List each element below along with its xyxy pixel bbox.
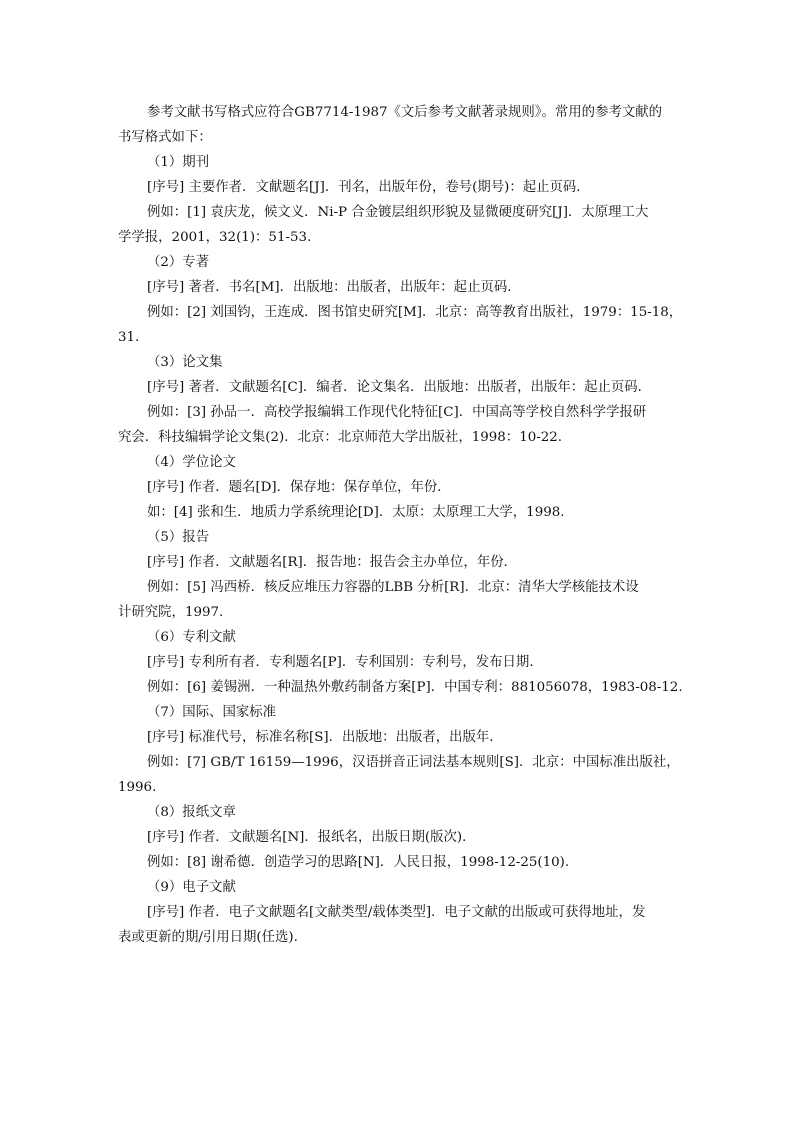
example-line-report-continued: 计研究院，1997. [118,605,224,620]
section-heading-proceedings: （3）论文集 [147,355,223,370]
example-line-standard: 例如：[7] GB/T 16159—1996，汉语拼音正词法基本规则[S]．北京：中国标准出版社， [147,755,680,770]
format-line-electronic: [序号] 作者．电子文献题名[文献类型/载体类型]．电子文献的出版或可获得地址，发 [147,905,646,920]
format-line-standard: [序号] 标准代号，标准名称[S]．出版地：出版者，出版年． [147,730,503,745]
document-body [118,100,683,950]
intro-text: 参考文献书写格式应符合GB7714-1987《文后参考文献著录规则》。常用的参考文献的 [147,105,663,120]
format-line-report: [序号] 作者．文献题名[R]．报告地：报告会主办单位，年份． [147,555,517,570]
example-line-journal: 例如：[1] 袁庆龙，候文义．Ni-P 合金镀层组织形貌及显微硬度研究[J]．太原理工大 [147,205,649,220]
example-line-monograph: 例如：[2] 刘国钧，王连成．图书馆史研究[M]．北京：高等教育出版社，1979：15-18， [147,305,683,320]
section-heading-electronic: （9）电子文献 [147,880,236,895]
format-line-patent: [序号] 专利所有者．专利题名[P]．专利国别：专利号，发布日期． [147,655,543,670]
example-line-thesis: 如：[4] 张和生．地质力学系统理论[D]．太原：太原理工大学，1998. [147,505,565,520]
example-line-report: 例如：[5] 冯西桥．核反应堆压力容器的LBB 分析[R]．北京：清华大学核能技术设 [147,580,639,595]
section-heading-standard: （7）国际、国家标准 [147,705,277,720]
section-heading-report: （5）报告 [147,530,210,545]
example-line-monograph-continued: 31. [118,330,140,345]
example-line-standard-continued: 1996. [118,780,157,795]
section-heading-newspaper: （8）报纸文章 [147,805,236,820]
example-line-newspaper: 例如：[8] 谢希德．创造学习的思路[N]．人民日报，1998-12-25(10). [147,855,570,870]
intro-text-continued: 书写格式如下： [118,130,212,145]
format-line-journal: [序号] 主要作者．文献题名[J]．刊名，出版年份，卷号(期号)：起止页码． [147,180,590,195]
section-heading-thesis: （4）学位论文 [147,455,236,470]
format-line-thesis: [序号] 作者．题名[D]．保存地：保存单位，年份． [147,480,451,495]
example-line-journal-continued: 学学报，2001，32(1)：51-53. [118,230,312,245]
section-heading-journal: （1）期刊 [147,155,210,170]
format-line-electronic-continued: 表或更新的期/引用日期(任选). [118,930,298,945]
example-line-patent: 例如：[6] 姜锡洲．一种温热外敷药制备方案[P]．中国专利：881056078，1983-08-12. [147,680,683,695]
section-heading-monograph: （2）专著 [147,255,210,270]
format-line-monograph: [序号] 著者．书名[M]．出版地：出版者，出版年：起止页码． [147,280,521,295]
format-line-proceedings: [序号] 著者．文献题名[C]．编者．论文集名．出版地：出版者，出版年：起止页码． [147,380,652,395]
format-line-newspaper: [序号] 作者．文献题名[N]．报纸名，出版日期(版次)． [147,830,476,845]
example-line-proceedings-continued: 究会．科技编辑学论文集(2)．北京：北京师范大学出版社，1998：10-22. [118,430,563,445]
section-heading-patent: （6）专利文献 [147,630,236,645]
example-line-proceedings: 例如：[3] 孙品一．高校学报编辑工作现代化特征[C]．中国高等学校自然科学学报研 [147,405,647,420]
